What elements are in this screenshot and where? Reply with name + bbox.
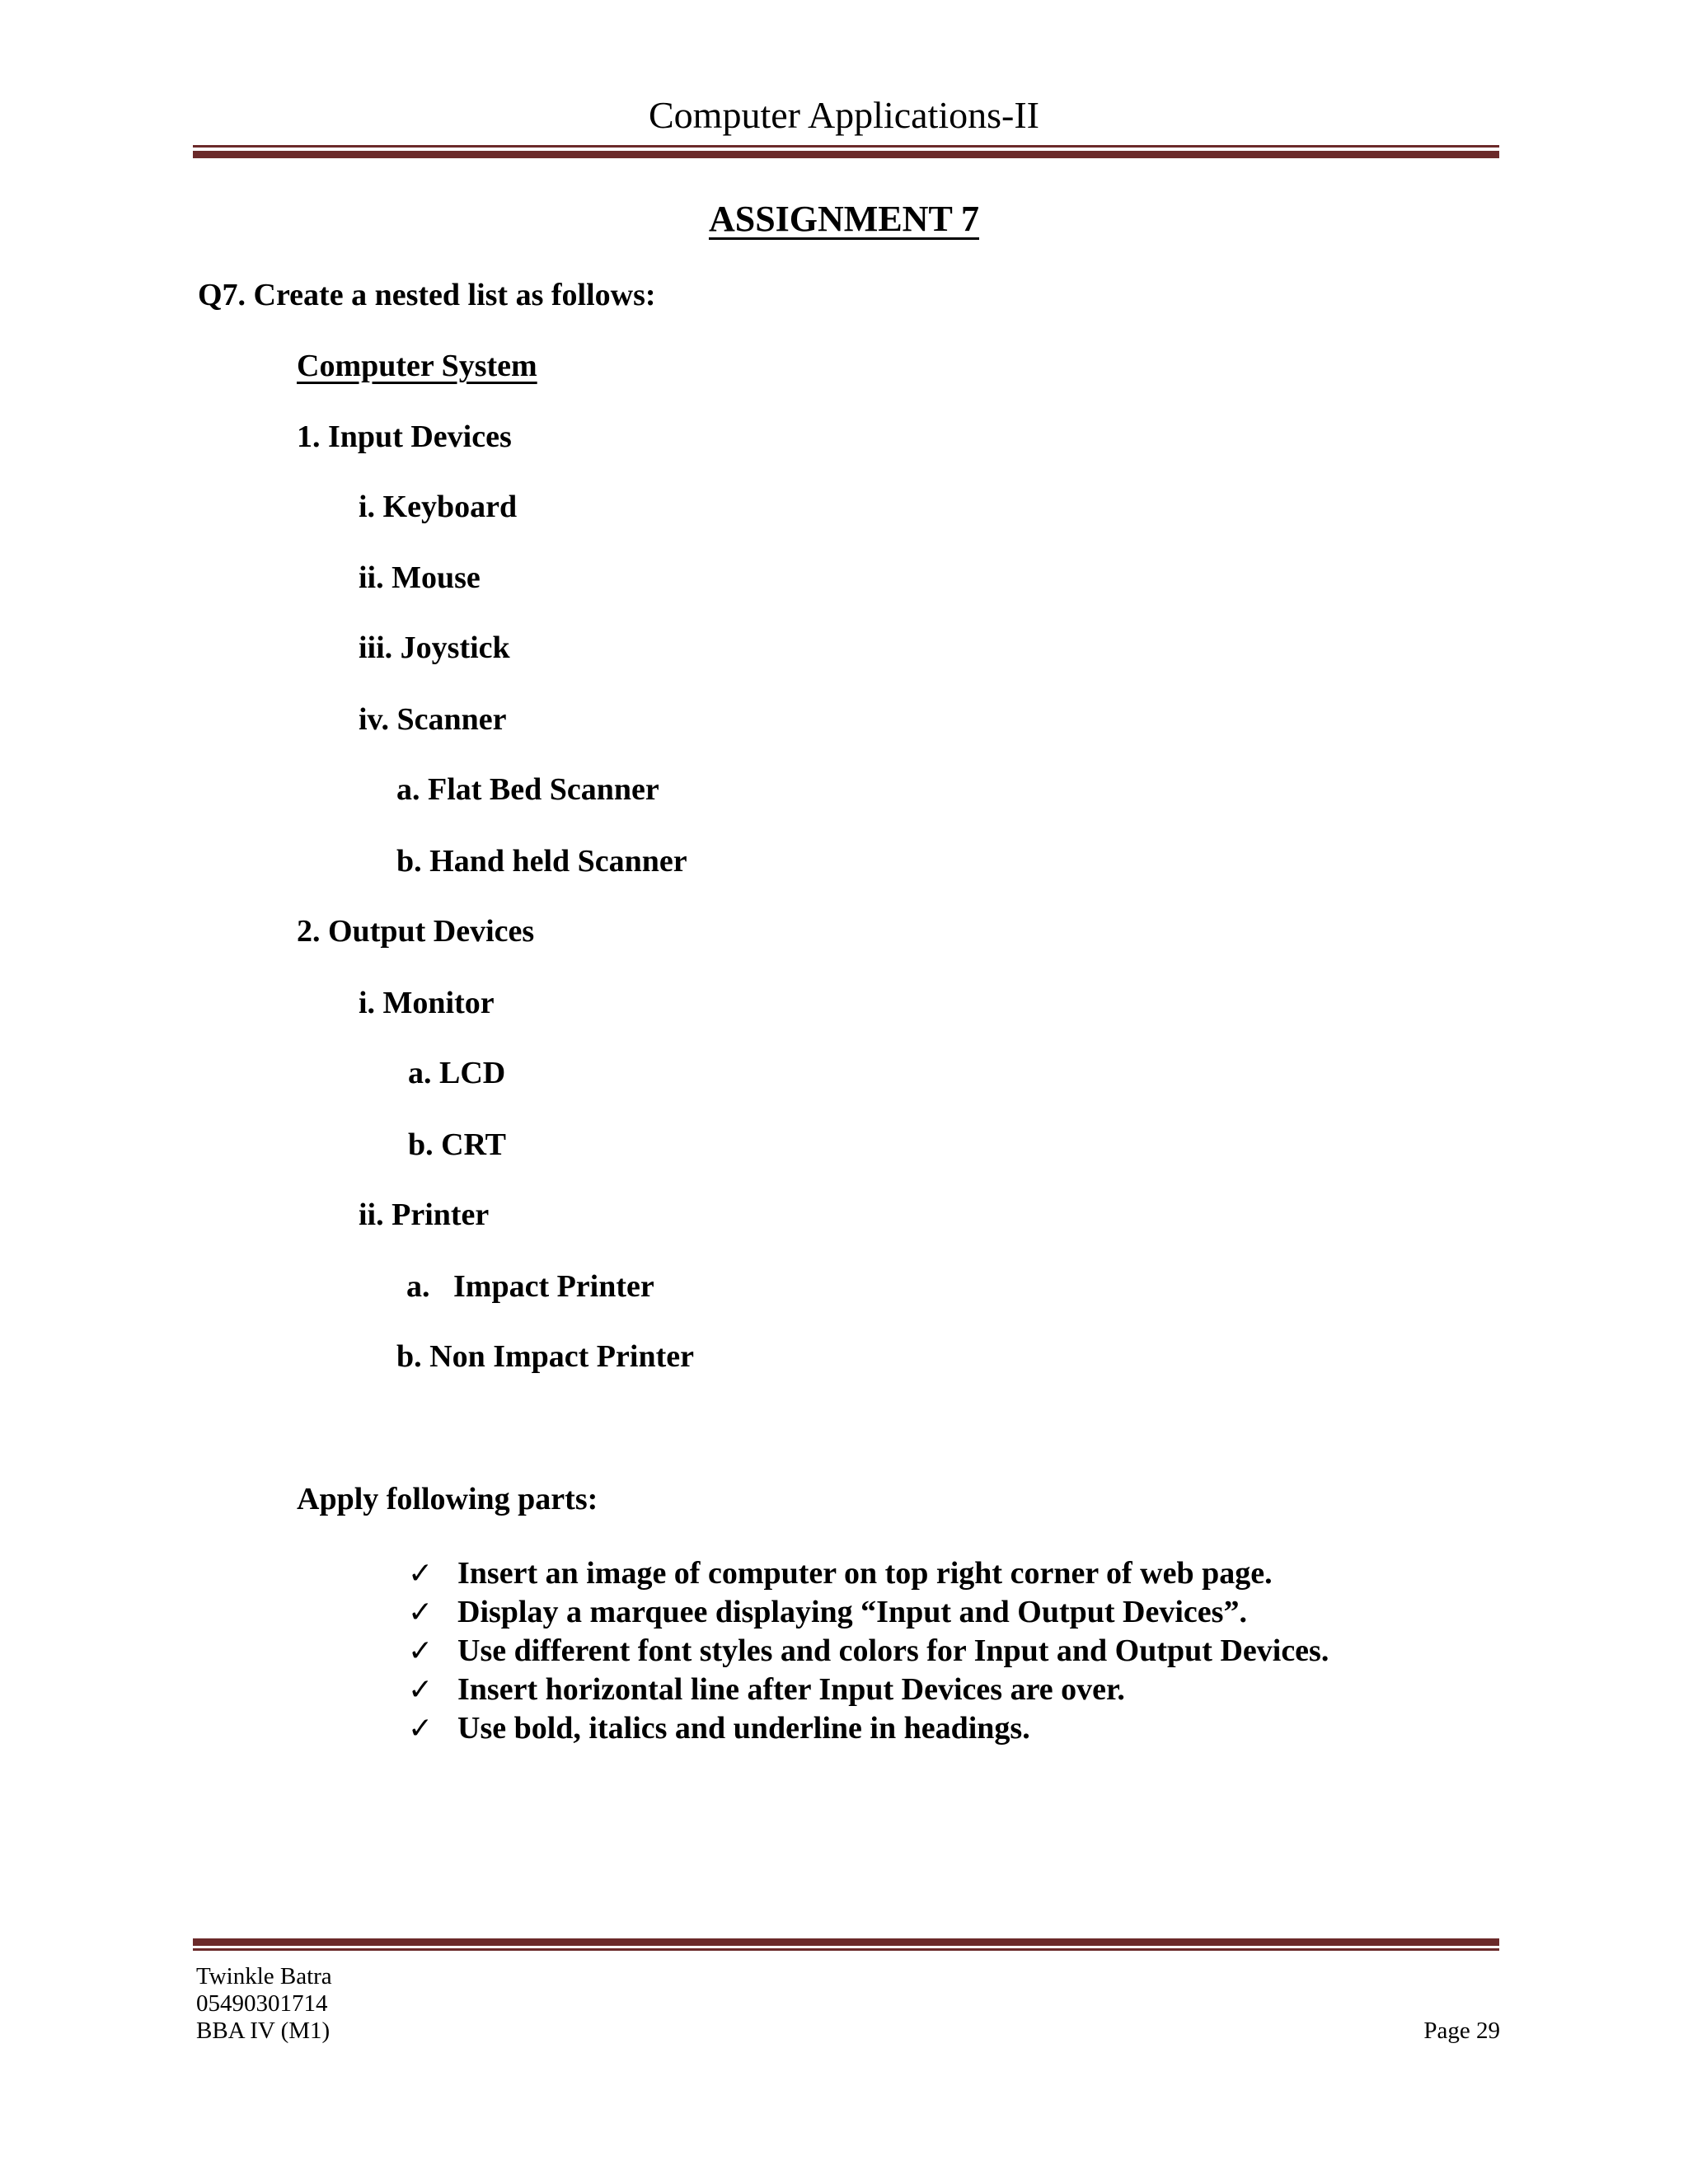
list-item-printer: ii. Printer (359, 1197, 490, 1232)
list-item-input-devices: 1. Input Devices (297, 419, 512, 454)
list-item-scanner: iv. Scanner (359, 702, 507, 737)
list-item-output-devices: 2. Output Devices (297, 914, 535, 949)
list-item-flat-bed-scanner: a. Flat Bed Scanner (396, 772, 659, 807)
list-item-mouse: ii. Mouse (359, 560, 481, 595)
checklist-item: ✓ Use bold, italics and underline in headings. (408, 1709, 1329, 1748)
check-icon: ✓ (408, 1673, 434, 1707)
list-item-lcd: a. LCD (408, 1056, 506, 1090)
apply-checklist (408, 1554, 1329, 1748)
checklist-item: ✓ Insert an image of computer on top right corner of web page. (408, 1554, 1329, 1593)
footer-rule-thin (193, 1948, 1499, 1951)
assignment-title: ASSIGNMENT 7 (708, 199, 980, 239)
list-item-hand-held-scanner: b. Hand held Scanner (396, 844, 687, 879)
checklist-item: ✓ Display a marquee displaying “Input and Output Devices”. (408, 1593, 1329, 1632)
check-icon: ✓ (408, 1712, 434, 1746)
footer-name: Twinkle Batra (196, 1963, 332, 1990)
apply-heading: Apply following parts: (297, 1482, 598, 1516)
list-heading: Computer System (297, 349, 537, 383)
check-icon: ✓ (408, 1596, 434, 1629)
list-item-monitor: i. Monitor (359, 986, 495, 1020)
list-item-crt: b. CRT (408, 1127, 507, 1162)
question-text: Q7. Create a nested list as follows: (198, 278, 656, 312)
footer-rule-thick (193, 1938, 1499, 1946)
check-icon: ✓ (408, 1557, 434, 1591)
footer-roll-number: 05490301714 (196, 1990, 328, 2017)
page-header-title: Computer Applications-II (649, 94, 1039, 136)
header-rule-thick (193, 151, 1499, 158)
check-icon: ✓ (408, 1634, 434, 1668)
page-number: Page 29 (1423, 2018, 1500, 2044)
checklist-item: ✓ Insert horizontal line after Input Devices are over. (408, 1671, 1329, 1709)
list-item-joystick: iii. Joystick (359, 630, 510, 665)
checklist-item: ✓ Use different font styles and colors for Input and Output Devices. (408, 1632, 1329, 1671)
list-item-keyboard: i. Keyboard (359, 490, 518, 524)
list-item-impact-printer: a. Impact Printer (406, 1269, 654, 1304)
header-rule-thin (193, 145, 1499, 148)
footer-class: BBA IV (M1) (196, 2018, 331, 2044)
list-item-non-impact-printer: b. Non Impact Printer (396, 1339, 694, 1374)
